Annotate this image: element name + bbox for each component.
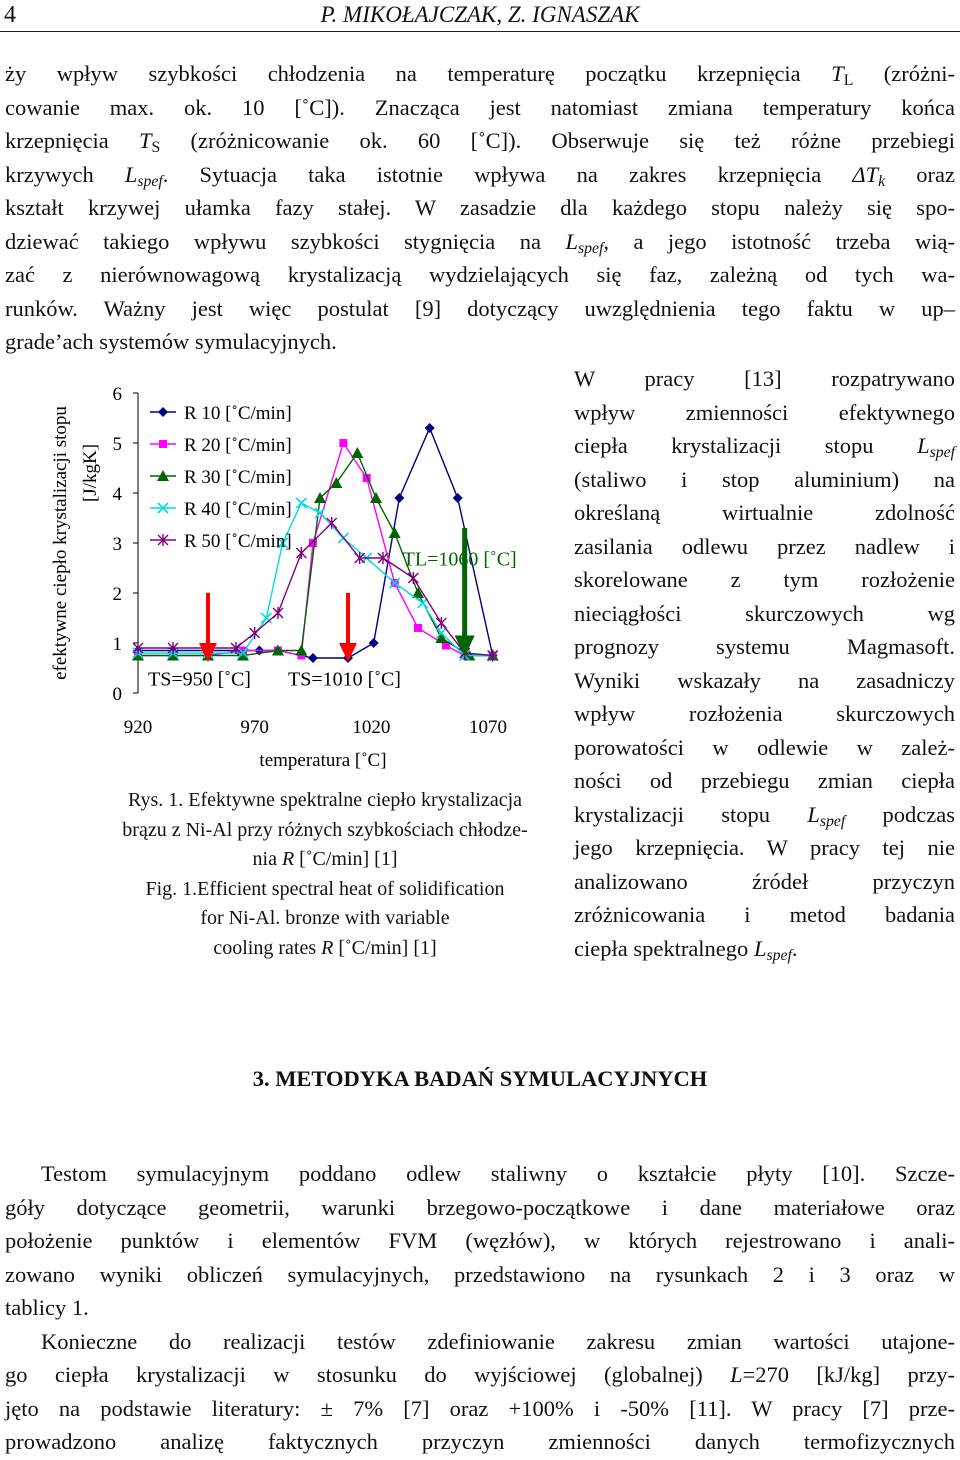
chart-legend [150, 403, 292, 552]
ts-label: TS=1010 [˚C] [288, 668, 401, 691]
spectral-heat-chart [0, 370, 560, 780]
y-tick-label: 6 [112, 384, 122, 405]
p2-line-18: ciepła spektralnego $L_{spef}$. [574, 935, 798, 964]
x-marker [296, 498, 306, 508]
caption-line-1: Rys. 1. Efektywne spektralne ciepło krystalizacja [127, 789, 523, 811]
legend-label: R 20 [˚C/min] [184, 435, 292, 456]
p2-line-11: wpływ rozłożenia skurczowych [574, 701, 955, 726]
p2-line-3: ciepła krystalizacji stopu $L_{spef}$ [574, 433, 955, 461]
p2-line-15: jego krzepnięcia. W pracy tej nie [574, 835, 955, 860]
x-marker [315, 508, 325, 518]
header-rule [0, 31, 960, 32]
p2-line-6: zasilania odlewu przez nadlew i [574, 533, 955, 559]
p3-line-3: położenie punktów i elementów FVM (węzłów), w których rejestrowano i anali- [5, 1228, 955, 1253]
p1-line-7: zać z nierównowagową krystalizacją wydzielających się faz, zależną od tych wa- [5, 262, 955, 287]
x-tick-label: 1070 [469, 717, 507, 738]
triangle-marker [389, 527, 401, 538]
caption-line-4: Fig. 1.Efficient spectral heat of solidification [145, 877, 505, 900]
p2-line-7: skorelowane z tym rozłożenie [574, 567, 955, 592]
p1-line-4: krzywych $L_{spef}$. Sytuacja taka istotnie wpływa na zakres krzepnięcia $\Delta T_k$ oraz [5, 161, 956, 190]
chart-annotations [148, 528, 517, 691]
p2-line-9: prognozy systemu Magmasoft. [574, 634, 955, 659]
ts-label: TS=950 [˚C] [148, 668, 251, 691]
y-tick-label: 2 [112, 584, 122, 605]
p2-line-12: porowatości w odlewie w zależ- [574, 734, 955, 760]
legend-label: R 50 [˚C/min] [184, 531, 292, 552]
caption-line-2: brązu z Ni-Al przy różnych szybkościach chłodze- [122, 818, 528, 841]
x-tick-label: 1020 [352, 717, 391, 738]
square-marker [159, 440, 167, 448]
square-marker [339, 439, 347, 447]
triangle-marker [351, 447, 363, 458]
diamond-marker [308, 653, 318, 663]
y-tick-label: 3 [112, 534, 122, 555]
legend-entry [150, 531, 292, 552]
series-line [138, 503, 493, 656]
p2-line-14: krystalizacji stopu $L_{spef}$ podczas [574, 801, 955, 830]
p3-line-5: tablicy 1. [5, 1295, 89, 1320]
square-marker [309, 539, 317, 547]
p3-line-8: jęto na podstawie literatury: ± 7% [7] oraz +100% i -50% [11]. W pracy [7] prze- [5, 1395, 955, 1421]
legend-label: R 30 [˚C/min] [184, 467, 292, 488]
y-tick-label: 1 [112, 634, 122, 655]
legend-entry [150, 435, 292, 456]
p2-line-4: (staliwo i stop aluminium) na [574, 466, 955, 492]
star-marker [327, 517, 337, 529]
diamond-marker [425, 423, 435, 433]
p3-line-9: prowadzono analizę faktycznych przyczyn zmienności danych termofizycznych [5, 1429, 955, 1454]
diamond-marker [453, 493, 463, 503]
p1-line-2: cowanie max. ok. 10 [˚C]). Znacząca jest natomiast zmiana temperatury końca [5, 94, 955, 120]
star-marker [296, 547, 306, 559]
p2-line-2: wpływ zmienności efektywnego [574, 399, 955, 425]
diamond-marker [369, 638, 379, 648]
y-tick-label: 5 [112, 434, 122, 455]
page-header [0, 0, 960, 32]
caption-line-3: nia R [˚C/min] [1] [252, 848, 398, 870]
section-heading: 3. METODYKA BADAŃ SYMULACYJNYCH [252, 1066, 708, 1091]
legend-entry [150, 467, 292, 488]
legend-entry [150, 403, 292, 424]
page-number: 4 [4, 2, 16, 28]
star-marker [436, 617, 446, 629]
tl-label: TL=1060 [˚C] [402, 548, 517, 571]
p2-line-5: określaną wirtualnie zdolność [574, 500, 955, 525]
p3-line-4: zowano wyniki obliczeń symulacyjnych, przedstawiono na rysunkach 2 i 3 oraz w [5, 1261, 955, 1287]
p2-line-8: nieciągłości skurczowych wg [574, 600, 955, 626]
figure-caption [110, 786, 540, 963]
p1-line-8: runków. Ważny jest więc postulat [9] dotyczący uwzględnienia tego faktu w up– [5, 295, 955, 321]
x-marker [261, 613, 271, 623]
y-axis-label-2: [J/kgK] [80, 443, 101, 503]
p3-line-2: góły dotyczące geometrii, warunki brzegowo-początkowe i dane materiałowe oraz [5, 1194, 955, 1220]
star-marker [273, 607, 283, 619]
x-tick-label: 920 [123, 717, 153, 738]
p2-line-10: Wyniki wskazały na zasadniczy [574, 667, 955, 693]
legend-label: R 40 [˚C/min] [184, 499, 292, 520]
ts-arrow-head [339, 643, 357, 662]
p3-line-6: Konieczne do realizacji testów zdefiniowanie zakresu zmian wartości utajone- [41, 1328, 955, 1354]
star-marker [250, 627, 260, 639]
caption-line-5: for Ni-Al. bronze with variable [200, 907, 450, 929]
p1-line-1: ży wpływ szybkości chłodzenia na temperaturę początku krzepnięcia $T_L$ (zróżni- [5, 61, 956, 89]
p2-line-17: zróżnicowania i metod badania [574, 902, 955, 927]
x-axis-label: temperatura [˚C] [259, 750, 387, 771]
p2-line-16: analizowano źródeł przyczyn [574, 868, 955, 894]
square-marker [414, 624, 422, 632]
p2-line-1: W pracy [13] rozpatrywano [574, 366, 955, 391]
diamond-marker [394, 493, 404, 503]
paragraph-3 [5, 1157, 955, 1459]
y-tick-label: 0 [112, 684, 122, 705]
p3-line-1: Testom symulacyjnym poddano odlew staliwny o kształcie płyty [10]. Szcze- [41, 1161, 955, 1186]
p1-line-6: dziewać takiego wpływu szybkości stygnięcia na $L_{spef}$, a jego istotność trzeba wią- [5, 228, 955, 257]
diamond-marker [158, 407, 168, 417]
caption-line-6: cooling rates R [˚C/min] [1] [213, 936, 437, 959]
p3-line-7: go ciepła krystalizacji w stosunku do wyjściowej (globalnej) L=270 [kJ/kg] przy- [5, 1362, 956, 1387]
p1-line-3: krzepnięcia $T_S$ (zróżnicowanie ok. 60 [˚C]). Obserwuje się też różne przebiegi [5, 128, 955, 156]
star-marker [408, 572, 418, 584]
p1-line-5: kształt krzywej ułamka fazy stałej. W zasadzie dla każdego stopu należy się spo- [5, 195, 955, 220]
running-title: P. MIKOŁAJCZAK, Z. IGNASZAK [320, 2, 640, 27]
p1-line-9: grade’ach systemów symulacyjnych. [5, 329, 337, 354]
legend-label: R 10 [˚C/min] [184, 403, 292, 424]
p2-line-13: ności od przebiegu zmian ciepła [574, 768, 955, 793]
y-axis-label-1: efektywne ciepło krystalizacji stopu [50, 406, 71, 680]
y-tick-label: 4 [112, 484, 122, 505]
paragraph-1 [5, 57, 955, 359]
x-tick-label: 970 [240, 717, 269, 738]
legend-entry [150, 499, 292, 520]
paragraph-2 [574, 362, 955, 965]
